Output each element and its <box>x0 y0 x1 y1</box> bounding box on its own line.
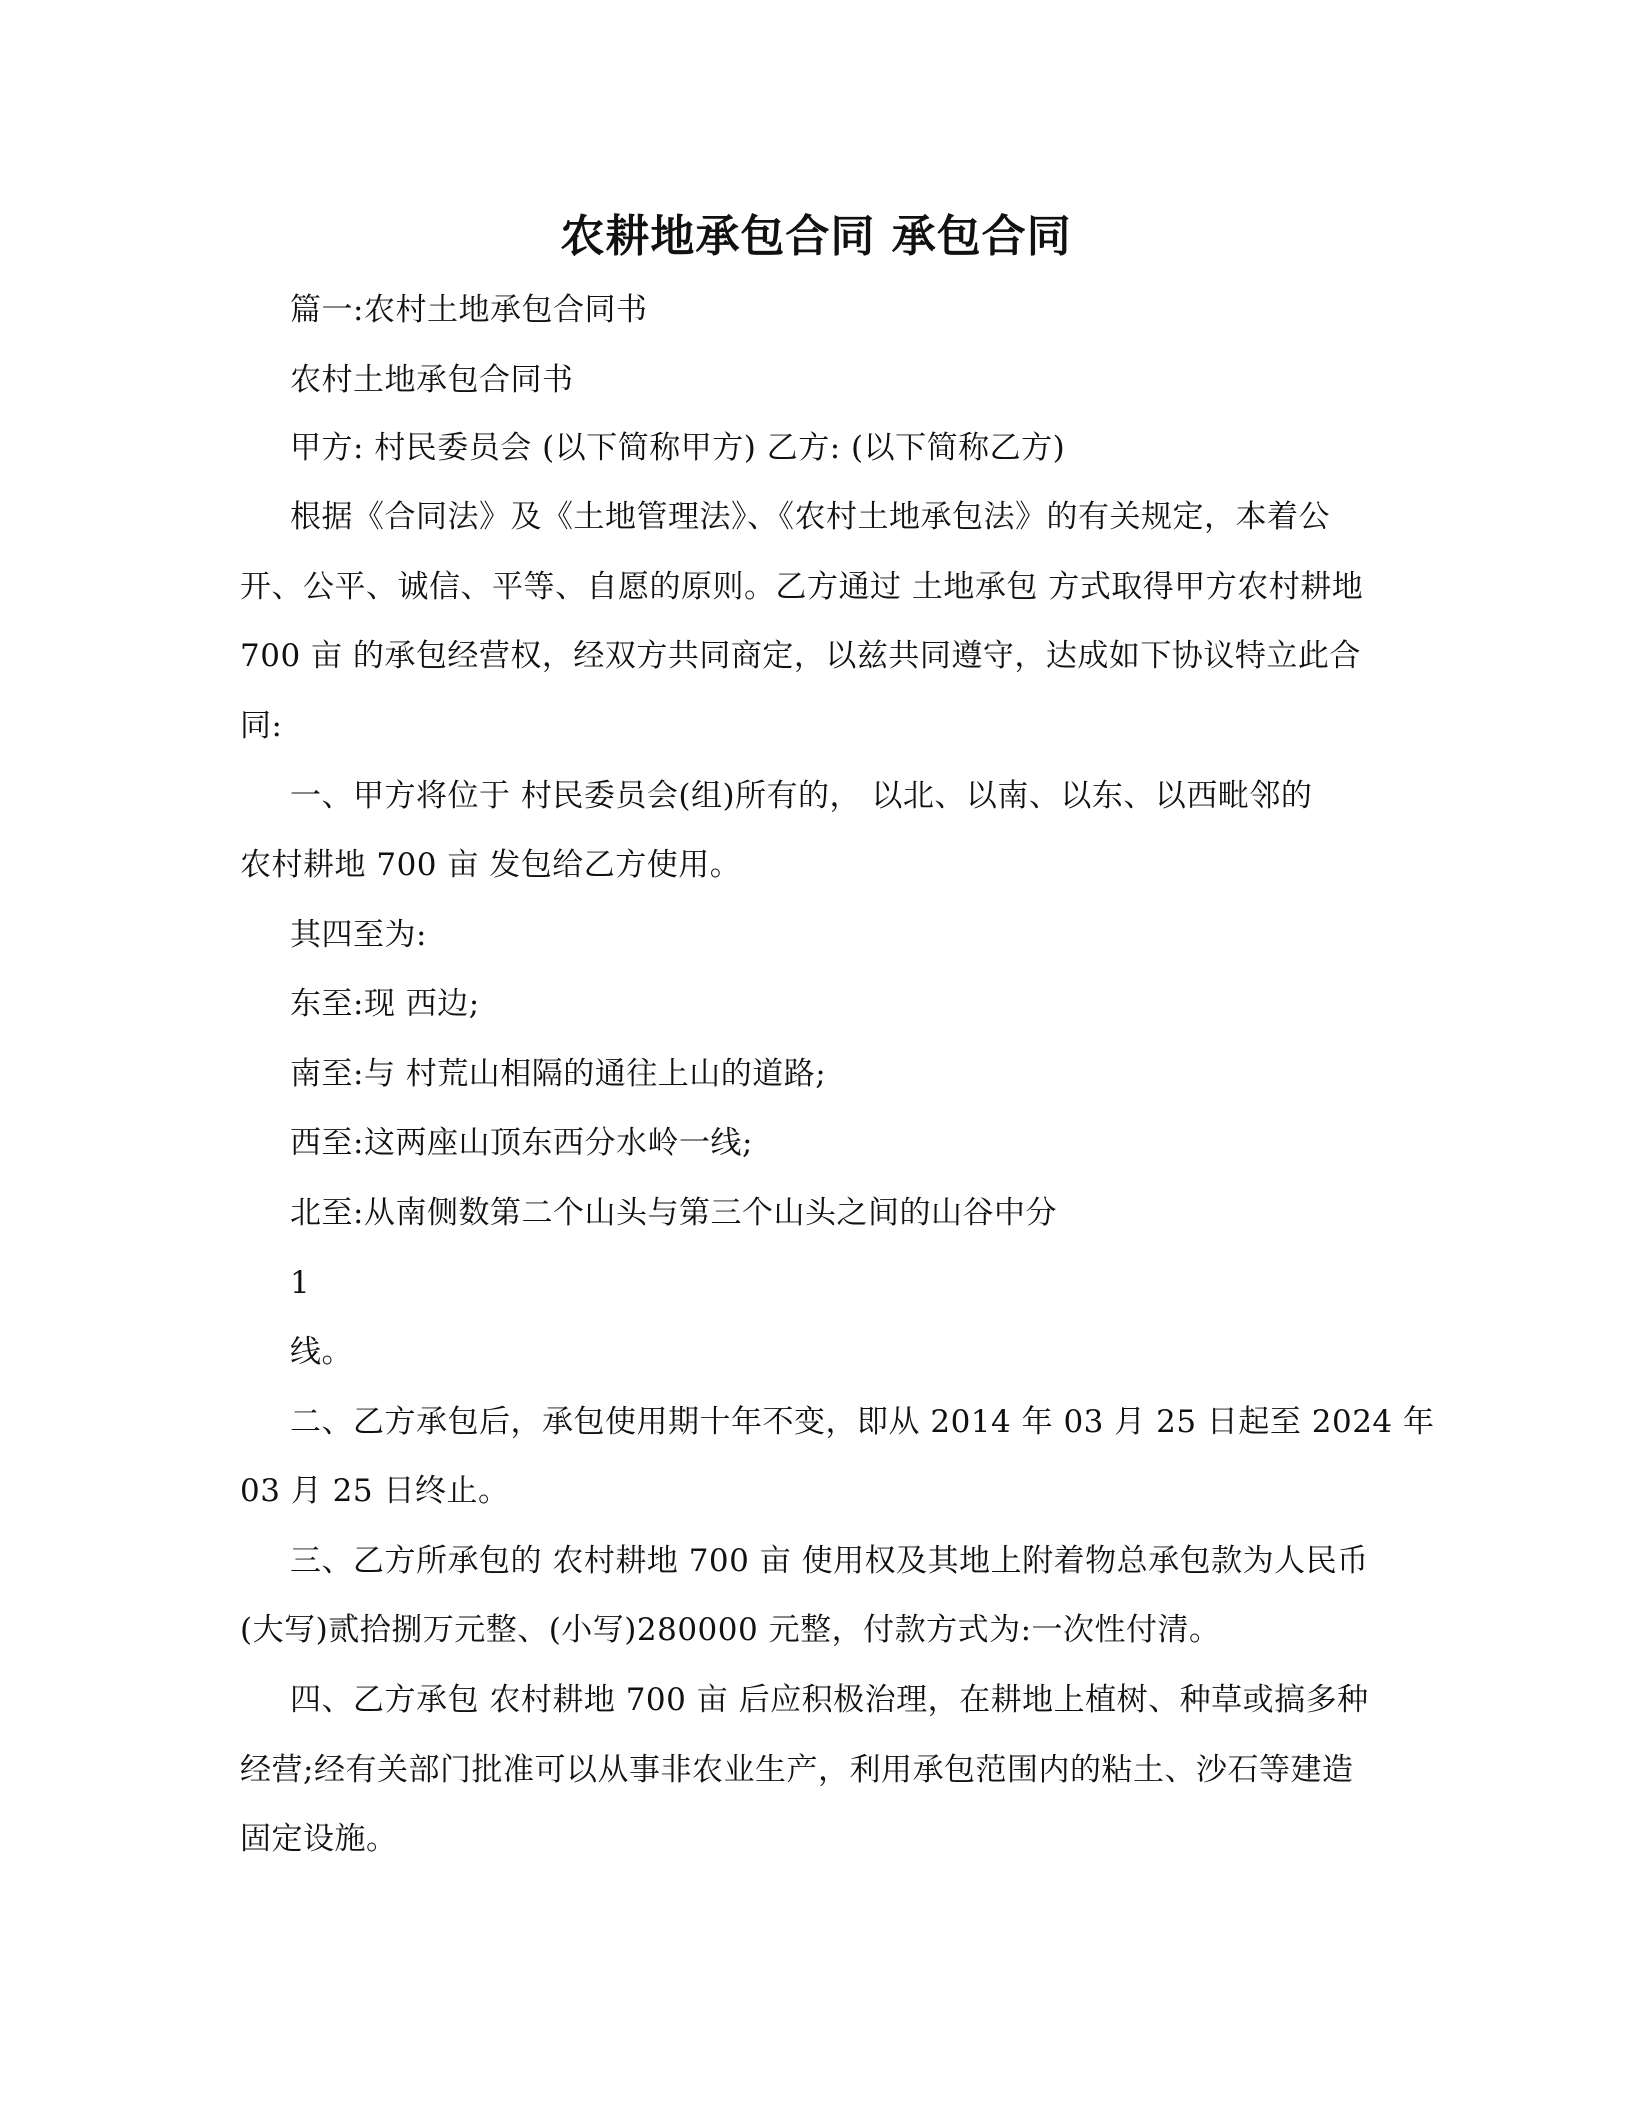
parties-line: 甲方: 村民委员会 (以下简称甲方) 乙方: (以下简称乙方) <box>290 430 1066 466</box>
clause-2-line-2: 03 月 25 日终止。 <box>240 1473 510 1509</box>
preamble-line-4: 同: <box>240 708 283 744</box>
contract-name: 农村土地承包合同书 <box>290 362 574 398</box>
document-title: 农耕地承包合同 承包合同 <box>560 211 1072 262</box>
clause-1-line-2: 农村耕地 700 亩 发包给乙方使用。 <box>240 847 742 883</box>
clause-1-line-1: 一、甲方将位于 村民委员会(组)所有的， 以北、以南、以东、以西毗邻的 <box>290 778 1313 814</box>
section-heading: 篇一:农村土地承包合同书 <box>290 292 648 328</box>
clause-4-line-2: 经营;经有关部门批准可以从事非农业生产，利用承包范围内的粘土、沙石等建造 <box>240 1752 1354 1788</box>
clause-2-line-1: 二、乙方承包后，承包使用期十年不变，即从 2014 年 03 月 25 日起至 2024 年 <box>290 1404 1435 1440</box>
clause-4-line-1: 四、乙方承包 农村耕地 700 亩 后应积极治理，在耕地上植树、种草或搞多种 <box>290 1682 1369 1718</box>
boundary-east: 东至:现 西边; <box>290 986 480 1022</box>
page-number: 1 <box>290 1265 311 1301</box>
clause-3-line-1: 三、乙方所承包的 农村耕地 700 亩 使用权及其地上附着物总承包款为人民币 <box>290 1543 1369 1579</box>
boundary-north: 北至:从南侧数第二个山头与第三个山头之间的山谷中分 <box>290 1195 1057 1231</box>
boundary-north-end: 线。 <box>290 1334 353 1370</box>
boundary-west: 西至:这两座山顶东西分水岭一线; <box>290 1125 753 1161</box>
preamble-line-2: 开、公平、诚信、平等、自愿的原则。乙方通过 土地承包 方式取得甲方农村耕地 <box>240 569 1364 605</box>
preamble-line-1: 根据《合同法》及《土地管理法》、《农村土地承包法》的有关规定，本着公 <box>290 499 1330 535</box>
clause-3-line-2: (大写)贰拾捌万元整、(小写)280000 元整，付款方式为:一次性付清。 <box>240 1612 1221 1648</box>
clause-4-line-3: 固定设施。 <box>240 1821 398 1857</box>
preamble-line-3: 700 亩 的承包经营权，经双方共同商定，以兹共同遵守，达成如下协议特立此合 <box>240 638 1361 674</box>
boundaries-heading: 其四至为: <box>290 917 427 953</box>
boundary-south: 南至:与 村荒山相隔的通往上山的道路; <box>290 1056 827 1092</box>
